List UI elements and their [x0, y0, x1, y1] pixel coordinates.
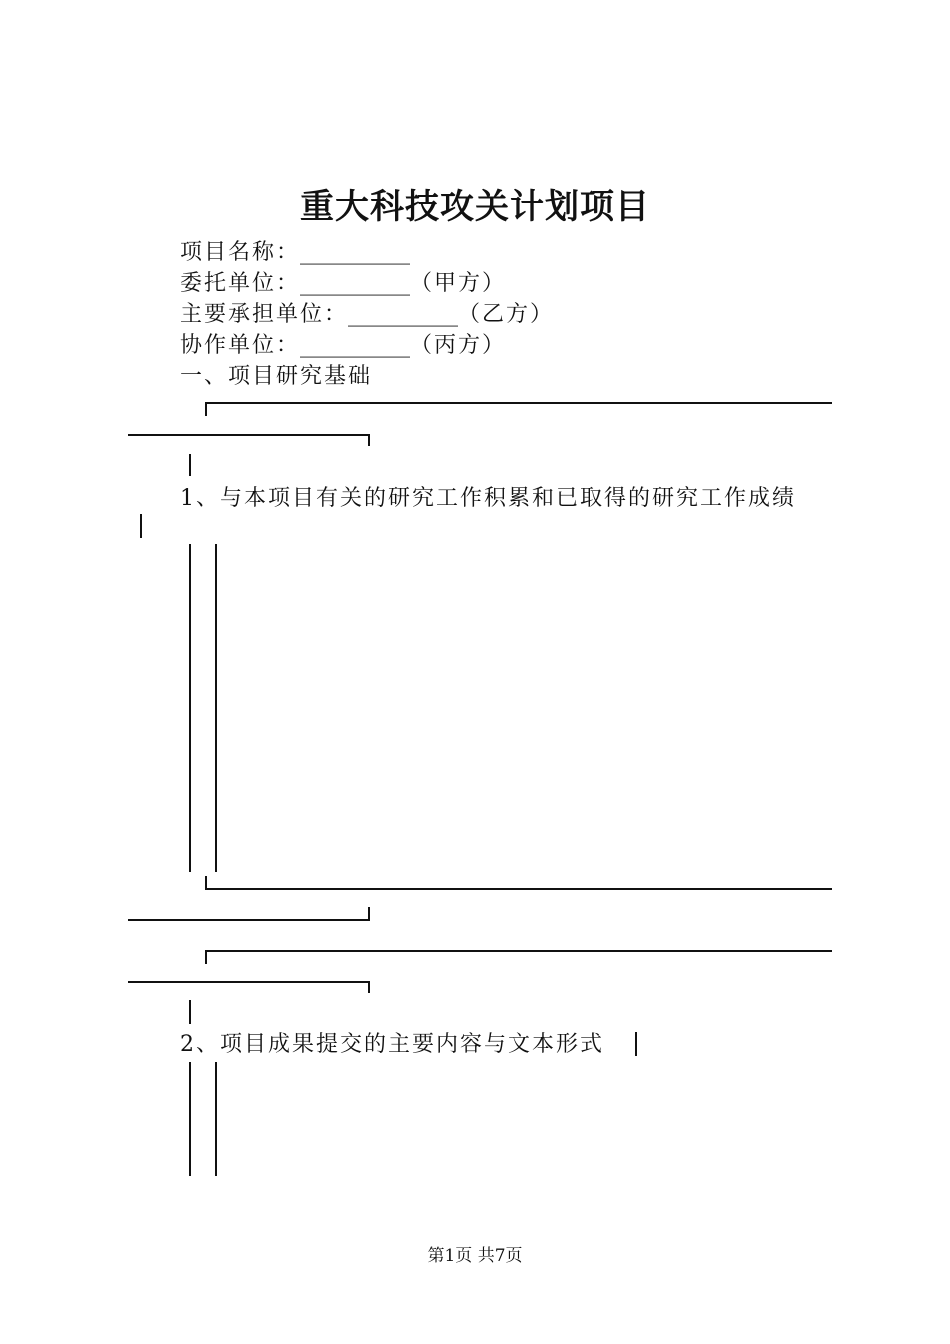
field-main-undertaking-unit — [180, 300, 554, 330]
field-blank: __________ — [348, 302, 459, 327]
field-label: 主要承担单位： — [180, 302, 349, 327]
field-blank: __________ — [300, 240, 411, 265]
field-label: 协作单位： — [180, 333, 301, 358]
field-cooperating-unit — [180, 331, 506, 361]
field-label: 委托单位： — [180, 271, 301, 296]
item2-end-bar — [635, 1032, 637, 1056]
item1-heading: 1、与本项目有关的研究工作积累和已取得的研究工作成绩 — [180, 486, 796, 511]
item1-end-bar — [140, 514, 142, 538]
page-footer: 第1页 共7页 — [427, 1246, 523, 1266]
section-heading-research-basis: 一、项目研究基础 — [180, 364, 373, 389]
field-blank: __________ — [300, 271, 411, 296]
field-suffix: （甲方） — [410, 271, 507, 296]
field-suffix: （乙方） — [458, 302, 555, 327]
box2-side-bar — [189, 1000, 191, 1024]
field-project-name — [180, 238, 410, 268]
item2-heading: 2、项目成果提交的主要内容与文本形式 — [180, 1032, 604, 1057]
field-commissioning-unit — [180, 269, 506, 299]
field-label: 项目名称： — [180, 240, 301, 265]
field-blank: __________ — [300, 333, 411, 358]
field-suffix: （丙方） — [410, 333, 507, 358]
box1-side-bar — [189, 454, 191, 476]
document-title: 重大科技攻关计划项目 — [300, 187, 650, 227]
